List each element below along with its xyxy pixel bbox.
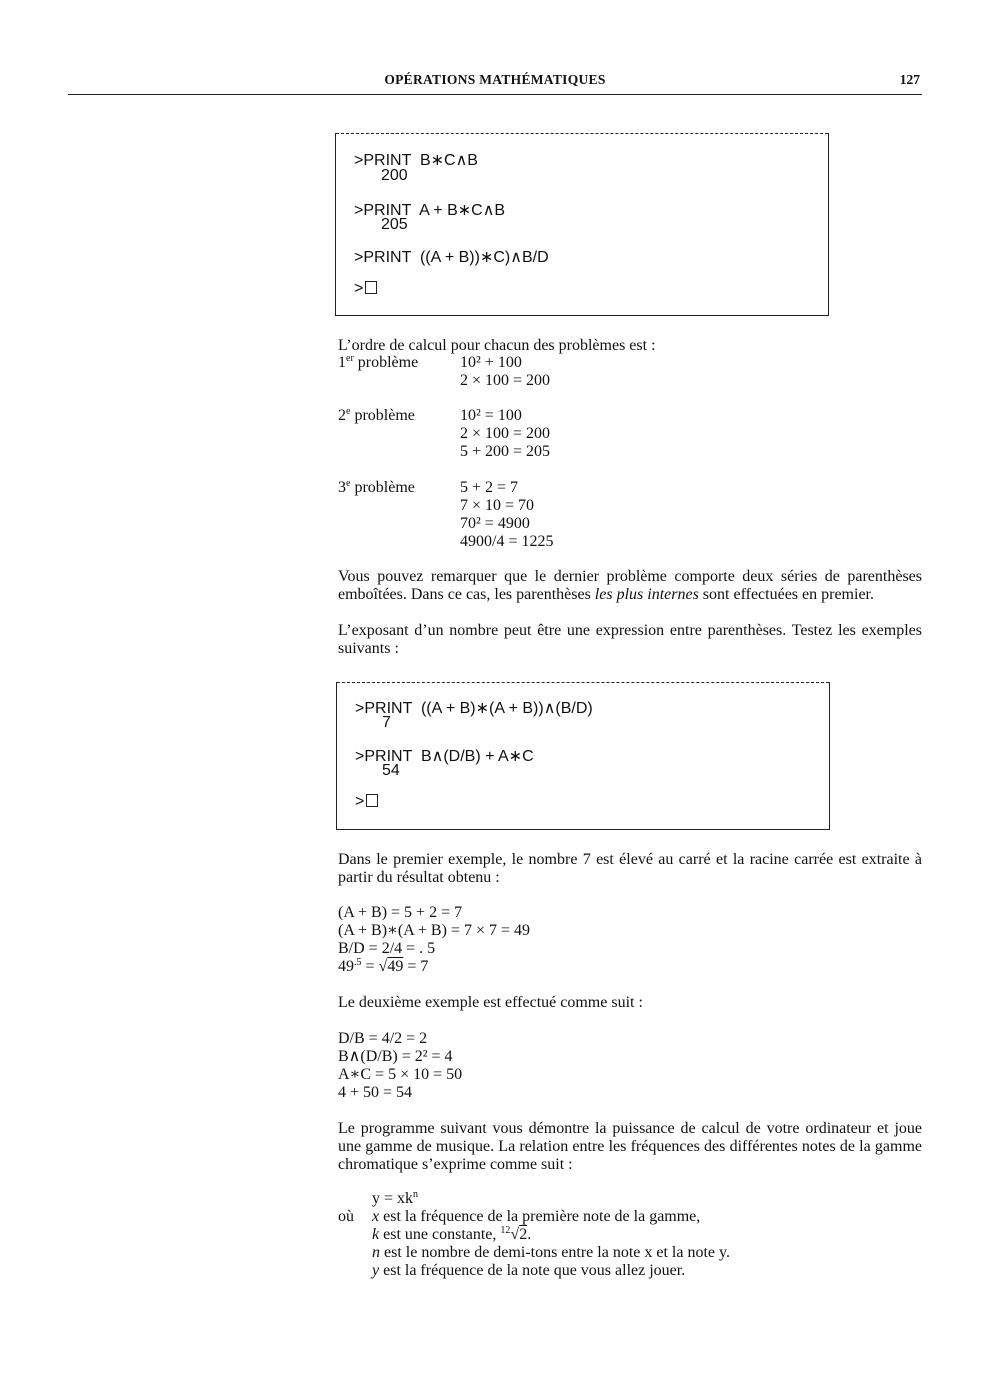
cursor-icon: [366, 794, 378, 807]
calc-line: B/D = 2/4 = . 5: [338, 940, 436, 957]
running-header: [68, 72, 922, 95]
cursor-icon: [365, 281, 377, 294]
order-intro: L’ordre de calcul pour chacun des problèmes est :: [338, 337, 656, 354]
calc-step: 7 × 10 = 70: [460, 497, 535, 514]
dashed-top-border: [337, 682, 829, 683]
calc-line: D/B = 4/2 = 2: [338, 1030, 428, 1047]
paragraph-nested-parentheses: Vous pouvez remarquer que le dernier problème comporte deux séries de parenthèses emboîtées. Dans ce cas, les parenthèses les plus internes sont effectuées en premier.: [338, 568, 922, 603]
definition-n: n est le nombre de demi-tons entre la note x et la note y.: [372, 1244, 730, 1261]
calc-step: 2 × 100 = 200: [460, 372, 551, 389]
code-output: 54: [382, 762, 400, 779]
calc-line: (A + B)∗(A + B) = 7 × 7 = 49: [338, 922, 530, 939]
calc-line: (A + B) = 5 + 2 = 7: [338, 904, 463, 921]
prompt-line: [355, 793, 378, 811]
code-line: >PRINT ((A + B)∗(A + B))∧(B/D): [355, 700, 593, 717]
code-output: 205: [381, 216, 408, 233]
terminal-screen-2: [336, 682, 830, 830]
calc-line: $49^{.5} = √49 = 7$: [338, 957, 429, 975]
calc-line: A∗C = 5 × 10 = 50: [338, 1066, 463, 1083]
paragraph-exponent: L’exposant d’un nombre peut être une expression entre parenthèses. Testez les exemples suivants :: [338, 622, 922, 657]
problem-label: 1er problème: [338, 353, 419, 371]
calc-step: 4900/4 = 1225: [460, 533, 554, 550]
paragraph-program: Le programme suivant vous démontre la puissance de calcul de votre ordinateur et joue une gamme de musique. La relation entre les fréquences des différentes notes de la gamme chromatique s’exprime comme suit :: [338, 1120, 922, 1173]
code-output: 7: [382, 714, 391, 731]
paragraph-second-example: Le deuxième exemple est effectué comme suit :: [338, 994, 643, 1011]
paragraph-first-example: Dans le premier exemple, le nombre 7 est élevé au carré et la racine carrée est extraite à partir du résultat obtenu :: [338, 851, 922, 886]
code-output: 200: [381, 167, 408, 184]
where-label: où: [338, 1208, 354, 1225]
page-number: 127: [899, 72, 920, 87]
prompt-symbol: >: [354, 280, 364, 297]
calc-step: 5 + 200 = 205: [460, 443, 551, 460]
problem-label: 3e problème: [338, 478, 415, 496]
definition-k: k est une constante, $^{12}$√2.: [372, 1225, 532, 1243]
code-line: >PRINT B∗C∧B: [354, 152, 478, 169]
prompt-symbol: >: [355, 793, 365, 810]
calc-step: 5 + 2 = 7: [460, 479, 519, 496]
chapter-title: OPÉRATIONS MATHÉMATIQUES: [384, 72, 606, 87]
calc-step: 10² + 100: [460, 354, 522, 371]
formula: $y = xk^n$: [372, 1189, 419, 1207]
calc-line: 4 + 50 = 54: [338, 1084, 413, 1101]
terminal-screen-1: [335, 133, 829, 316]
definition-x: x est la fréquence de la première note de la gamme,: [372, 1208, 701, 1225]
definition-y: y est la fréquence de la note que vous allez jouer.: [372, 1262, 686, 1279]
problem-label: 2e problème: [338, 406, 415, 424]
calc-line: B∧(D/B) = 2² = 4: [338, 1048, 453, 1065]
calc-step: 2 × 100 = 200: [460, 425, 551, 442]
dashed-top-border: [336, 133, 828, 134]
code-line: >PRINT A + B∗C∧B: [354, 202, 506, 219]
prompt-line: [354, 280, 377, 298]
calc-step: 10² = 100: [460, 407, 522, 424]
calc-step: 70² = 4900: [460, 515, 530, 532]
code-line: >PRINT B∧(D/B) + A∗C: [355, 748, 534, 765]
code-line: >PRINT ((A + B))∗C)∧B/D: [354, 249, 549, 266]
